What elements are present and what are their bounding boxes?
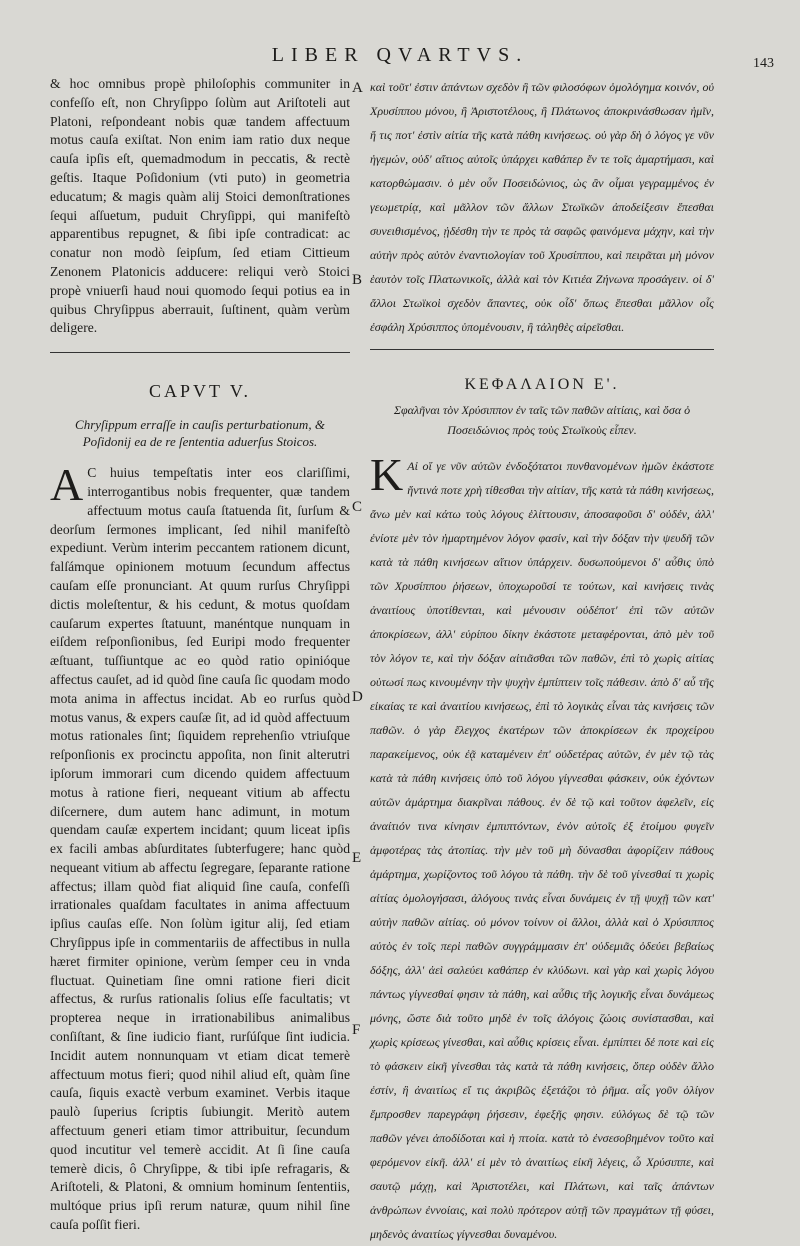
latin-column: [50, 75, 350, 1233]
latin-chapter-body: [50, 459, 350, 1235]
greek-chapter-summary: Σφαλῆναι τὸν Χρύσιππον ἐν ταῖς τῶν παθῶν αἰτίαις, καὶ ὅσα ὁ Ποσειδώνιος πρὸς τοὺς Στωϊκοὺς εἶπεν.: [393, 403, 691, 437]
margin-letter-f: F: [352, 1022, 361, 1038]
greek-drop-cap: Κ: [370, 449, 404, 500]
greek-column: [370, 75, 714, 1241]
margin-letter-a: A: [352, 80, 363, 96]
running-head: LIBER QVARTVS.: [271, 44, 529, 66]
section-rule: [370, 349, 714, 350]
latin-preceding-text: & hoc omnibus propè philoſophis communiter in confeſſo eſt, non Chryſippo ſolùm aut Ariſtoteli aut Platoni, reſpondeant nobis quæ tandem affectuum motus cauſa exiſtat. Non enim iam ratio dux neque cauſa ipſis eſt, quemadmodum in peccatis, & rectè geſtis. Itaque Poſidonium (vti puto) in geometria educatum; & magis quàm alij Stoici demonſtrationes ſequi aſſuetum, puduit Chryſippi, qui manifeſtò apparentibus repugnet, & ſibi ipſe contradicat: ac conatur non modò ſeipſum, ſed etiam Cittieum Zenonem Platonicis adducere: reliqui verò Stoici propè vniuerſi haud noui quomodo ſequi potius ea in quibus Chryſippus aberrauit, ſuſtinent, quàm verùm deligere.: [50, 76, 350, 336]
greek-chapter-title: ΚΕΦΑΛΑΙΟΝ Ε'.: [464, 376, 620, 393]
greek-chapter-body: [370, 449, 714, 1246]
latin-chapter-text: C huius tempeſtatis inter eos clariſſimi, interrogantibus nobis frequenter, quæ tandem affectuum motus cauſa ſtatuenda ſit, ſurſum & deorſum ſermones implicant, ſed nihil manifeſtò expediunt. Verùm interim peccantem rationem dicunt, falſámque opinionem motuum ſecundum affectus cauſam eſſe pronunciant. At quum rurſus Chryſippi dictis moleſtentur, & his cedunt, & motus quoſdam cauſarum expertes ſtatuunt, manéntque nunquam in eiſdem reſponſionibus, ſed Euripi modo frequenter æſtuant, tuſſiuntque ac eo quòd ratio opinióque affectus cauſet, ad id quòd ſine cauſa ſic quodam modo mota anima in affectus incidat. Ab eo rurſus quòd motus vanus, & expers cauſæ ſit, ad id quòd affectuum motus rationales ſint; ſiquidem reprehenſio vtriuſque reſponſionis ex procinctu appoſita, non ſinit alterutri ipſorum immorari cum dicendo quidem affectuum motus à ratione fieri, nequeant vitium ab affectu diſcernere, dum autem hanc adimunt, in motum quendam cauſæ expertem incidant; quum liceat ipſis ex facili ambas abſurditates ſubterfugere; hanc quòd nequeant vitium ab affectu ſegregare, ſeparante ratione affectus; illam quòd fiat aliquid ſine cauſa, confeſſi irrationales quaſdam facultates in anima affectuum ipſius cauſas eſſe. Non ſolùm igitur alij, ſed etiam Chryſippus ipſe in commentariis de affectibus in nulla hæret firmiter opinione, verùm ſemper ceu in vnda fluctuat. Quinetiam ſine omni ratione fieri dicit affectus, & rurſus rationalis ſolius eſſe facultatis; vt propterea neque in irrationabilibus animalibus conſiſtant, & ſine iudicio fiant, rurſúſque ſint iudicia. Incidit autem nonnunquam vt etiam dicat temerè affectuum motus fieri; quod nihil aliud eſt, quàm ſine cauſa, ſiquis exactè verbum examinet. Verbis itaque paulò ſuperius ſcriptis ſubiungit. Meritò autem affectuum generi etiam timor attribuitur, ſecundum quod incutitur vel temerè accidit. At ſi ſine cauſa temerè dicis, ô Chryſippe, & tibi ipſe refragaris, & Ariſtoteli, & Platoni, & omnium hominum ſententiis, multóque prius ipſi rerum naturæ, quum nihil ſine cauſa poſſit fieri.: [50, 465, 350, 1233]
latin-chapter-title: CAPVT V.: [148, 381, 252, 402]
greek-chapter-text: Αἱ οἵ γε νῦν αὐτῶν ἐνδοξότατοι πυνθανομένων ἡμῶν ἑκάστοτε ἥντινά ποτε χρὴ τίθεσθαι τὴν αἰτίαν, τῆς κατὰ τὰ πάθη κινήσεως, ἄνω μὲν καὶ κάτω τοὺς λόγους ἑλίττουσιν, ἀποσαφοῦσι δ' οὐδέν, ἀλλ' ἐνίοτε μὲν τὸν ἡμαρτημένον λόγον φασίν, καὶ τὴν δόξαν τὴν ψευδῆ τῶν κατὰ τὰ πάθη κινήσεων αἴτιον ὑπάρχειν. δυσωπούμενοι δ' αὖθις ὑπὸ τῶν Χρυσίππου ῥήσεων, ὑποχωροῦσί τε τούτων, καὶ κινήσεις τινὰς ἀναιτίους ὑποτίθενται, καὶ μένουσιν οὐδέποτ' ἐπὶ τῶν αὐτῶν ἀποκρίσεων, ἀλλ' εὐρίπου δίκην ἑκάστοτε μεταφέρονται, ἀπὸ μὲν τοῦ τὸν λόγον τε, καὶ τὴν δόξαν αἰτιᾶσθαι τῶν παθῶν, ἐπὶ τὸ χωρὶς αἰτίας οὑτωσί πως κινουμένην τὴν ψυχὴν ἐμπίπτειν τοῖς πάθεσιν. ἀπὸ δ' αὖ τῆς εἰκαίας τε καὶ ἀναιτίου κινήσεως, ἐπὶ τὸ λογικὰς εἶναι τὰς κινήσεις τῶν παθῶν. ὁ γὰρ ἔλεγχος ἑκατέρων τῶν ἀποκρίσεων ἐκ προχείρου παρακείμενος, οὐκ ἐᾷ καταμένειν ἐπ' οὐδετέρας αὐτῶν, ἐν μὲν τῷ τὰς κατὰ τὰ πάθη κινήσεις ὑπὸ τοῦ λόγου γίγνεσθαι φάσκειν, οὐκ ἐχόντων αὐτῶν ἁμάρτημα διακρῖναι πάθους. ἐν δὲ τῷ καὶ τοῦτον ἀφελεῖν, εἰς ἀναίτιόν τινα κίνησιν ἐμπιπτόντων, ἐνὸν αὐτοῖς ἐξ ἑτοίμου φυγεῖν ἀμφοτέρας τὰς ἀτοπίας. τὴν μὲν τοῦ μὴ δύνασθαι ἀφορίζειν πάθους ἁμάρτημα, χωρίζοντος τοῦ λόγου τὰ πάθη. τὴν δὲ τοῦ γίνεσθαί τι χωρὶς αἰτίας ὁμολογήσασι, ἀλόγους τινὰς εἶναι δυνάμεις ἐν τῇ ψυχῇ τῶν κατ' αὐτὴν παθῶν αἰτίας. οὐ μόνον τοίνυν οἱ ἄλλοι, ἀλλὰ καὶ ὁ Χρύσιππος αὐτὸς ἐν τοῖς περὶ παθῶν συγγράμμασιν ἐπ' οὐδεμιᾶς ὁδεύει βεβαίως δόξης, ἀλλ' ἀεὶ σαλεύει καθάπερ ἐν κλύδωνι. καὶ γὰρ καὶ χωρὶς λόγου πάντως γίγνεσθαί φησιν τὰ πάθη, καὶ αὖθις τῆς λογικῆς εἶναι δυνάμεως μόνης, ὥστε διὰ τοῦτο μηδὲ ἐν τοῖς ἀλόγοις ζώοις συνίστασθαι, καὶ χωρὶς κρίσεως γίνεσθαι, καὶ αὖθις κρίσεις εἶναι. ἐμπίπτει δέ ποτε καὶ εἰς τὸ φάσκειν εἰκῆ γίνεσθαι τὰς κατὰ τὰ πάθη κινήσεις, ὅπερ οὐδὲν ἄλλο ἐστίν, ἢ ἀναιτίως εἴ τις ἀκριβῶς ἐξετάζοι τὸ ῥῆμα. αἷς γοῦν ὀλίγον ἔμπροσθεν παρεγράφη ῥήσεσιν, ἐφεξῆς φησιν. εὐλόγως δὲ τῷ τῶν παθῶν γένει ἀποδίδοται καὶ ἡ πτοία. κατὰ τὸ ἐνσεσοβημένον τοῦτο καὶ φερόμενον εἰκῆ. ἀλλ' εἰ μὲν τὸ ἀναιτίως εἰκῆ λέγεις, ὦ Χρύσιππε, καὶ σαυτῷ μάχῃ, καὶ Ἀριστοτέλει, καὶ Πλάτωνι, καὶ ταῖς ἁπάντων ἀνθρώπων ἐννοίαις, καὶ πολὺ πρότερον αὐτῇ τῶν πραγμάτων τῇ φύσει, μηδενὸς ἀναιτίως γίγνεσθαι δυναμένου.: [370, 459, 714, 1241]
greek-preceding-text: καὶ τοῦτ' ἐστιν ἁπάντων σχεδὸν ἢ τῶν φιλοσόφων ὁμολόγημα κοινόν, οὐ Χρυσίππου μόνου, ἢ Ἀριστοτέλους, ἢ Πλάτωνος ἀποκρινάσθωσαν ἡμῖν, ἥ τις ποτ' ἐστὶν αἰτία τῆς κατὰ πάθη κινήσεως. οὐ γὰρ δὴ ὁ λόγος γε νῦν ἡγεμών, οὐδ' αἴτιος αὐτοῖς ὑπάρχει καθάπερ ἔν τε τοῖς ἁμαρτήμασι, καὶ κατορθώμασιν. ὁ μὲν οὖν Ποσειδώνιος, ὡς ἂν οἶμαι γεγραμμένος ἐν γεωμετρίᾳ, καὶ μᾶλλον τῶν ἄλλων Στωϊκῶν ἀποδείξεσιν ἕπεσθαι συνειθισμένος, ᾐδέσθη τὴν τε πρὸς τὰ σαφῶς φαινόμενα μάχην, καὶ τὴν αὐτὴν πρὸς αὑτὸν ἐναντιολογίαν τοῦ Χρυσίππου, καὶ πειρᾶται μὴ μόνον ἑαυτὸν τοῖς Πλατωνικοῖς, ἀλλὰ καὶ τὸν Κιτιέα Ζήνωνα προσάγειν. οἱ δ' ἄλλοι Στωϊκοὶ σχεδὸν ἅπαντες, οὐκ οἶδ' ὅπως ἕπεσθαι μᾶλλον οἷς ἐσφάλη Χρύσιππος ὑπομένουσιν, ἢ τἀληθὲς αἱρεῖσθαι.: [370, 80, 714, 334]
margin-letter-c: C: [352, 499, 363, 515]
section-rule: [50, 352, 350, 353]
margin-letter-e: E: [352, 850, 362, 866]
latin-drop-cap: A: [50, 459, 84, 511]
latin-chapter-summary: Chryſippum erraſſe in cauſis perturbationum, & Poſidonij ea de re ſententia aduerſus Stoicos.: [75, 417, 325, 450]
margin-letter-b: B: [352, 272, 363, 288]
margin-letter-d: D: [352, 689, 363, 705]
page-number: 143: [753, 56, 774, 71]
